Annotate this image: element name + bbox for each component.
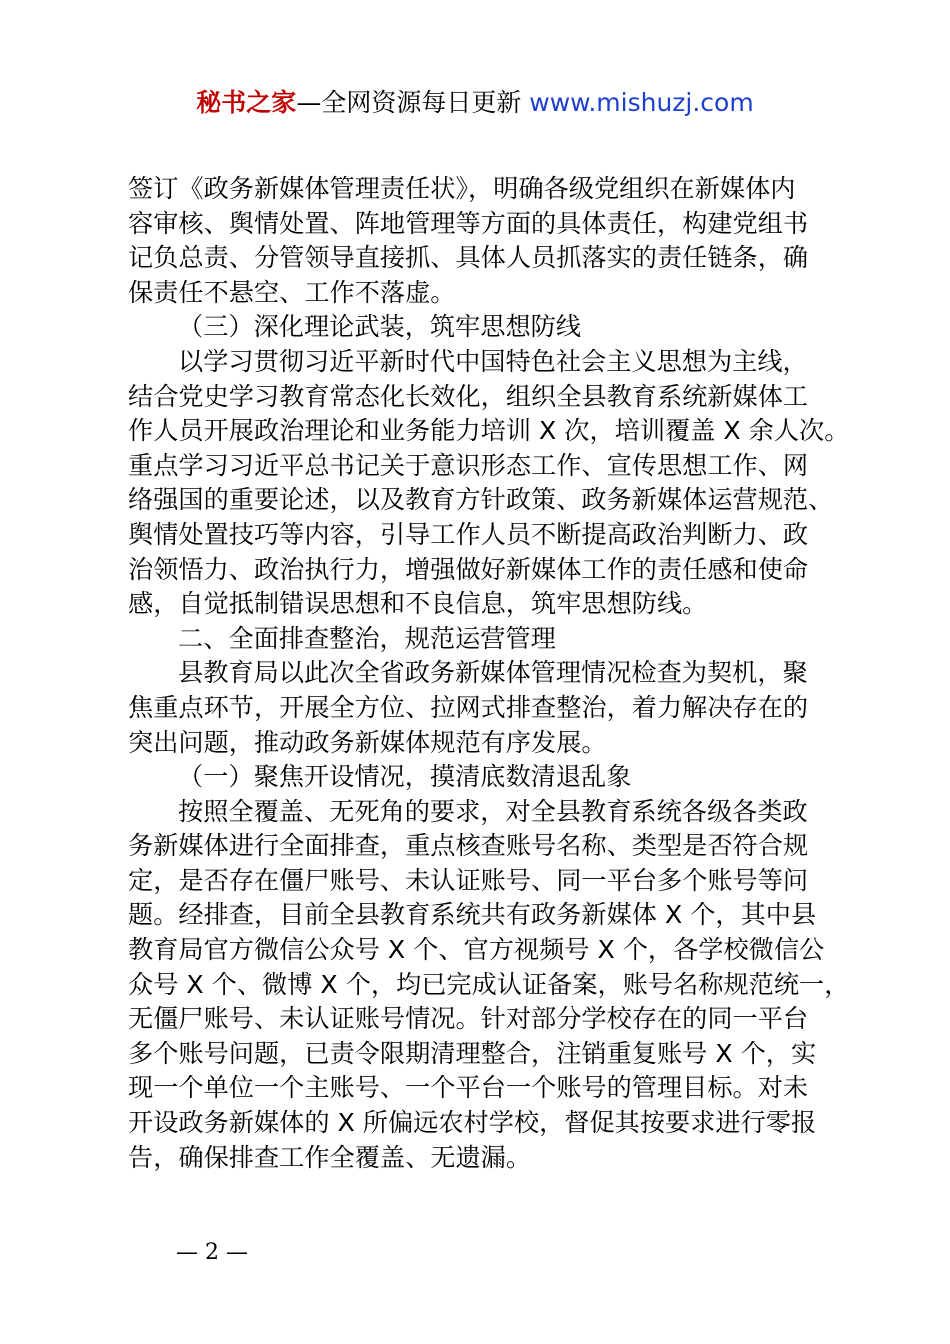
body-line: 务新媒体进行全面排查，重点核查账号名称、类型是否符合规: [128, 831, 809, 861]
body-line: 突出问题，推动政务新媒体规范有序发展。: [128, 727, 607, 757]
body-line: 多个账号问题，已责令限期清理整合，注销重复账号 X 个，实: [128, 1038, 817, 1068]
body-line: 重点学习习近平总书记关于意识形态工作、宣传思想工作、网: [128, 450, 809, 480]
body-line: 记负总责、分管领导直接抓、具体人员抓落实的责任链条，确: [128, 243, 809, 273]
body-line: 众号 X 个、微博 X 个，均已完成认证备案，账号名称规范统一，: [128, 969, 850, 999]
section-heading: 二、全面排查整治，规范运营管理: [178, 623, 556, 653]
body-line: 舆情处置技巧等内容，引导工作人员不断提高政治判断力、政: [128, 519, 809, 549]
paragraph-start: 县教育局以此次全省政务新媒体管理情况检查为契机，聚: [178, 658, 808, 688]
paragraph-start: 按照全覆盖、无死角的要求，对全县教育系统各级各类政: [178, 796, 808, 826]
body-line: 容审核、舆情处置、阵地管理等方面的具体责任，构建党组书: [128, 208, 809, 238]
body-line: 现一个单位一个主账号、一个平台一个账号的管理目标。对未: [128, 1073, 809, 1103]
section-heading: （三）深化理论武装，筑牢思想防线: [178, 312, 581, 342]
body-line: 焦重点环节，开展全方位、拉网式排查整治，着力解决存在的: [128, 692, 809, 722]
body-line: 教育局官方微信公众号 X 个、官方视频号 X 个，各学校微信公: [128, 935, 825, 965]
body-line: 作人员开展政治理论和业务能力培训 X 次，培训覆盖 X 余人次。: [128, 416, 850, 446]
body-line: 治领悟力、政治执行力，增强做好新媒体工作的责任感和使命: [128, 554, 809, 584]
body-line: 告，确保排查工作全覆盖、无遗漏。: [128, 1142, 531, 1172]
body-line: 定，是否存在僵尸账号、未认证账号、同一平台多个账号等问: [128, 865, 809, 895]
document-body: [128, 172, 850, 1175]
site-tagline: —全网资源每日更新: [296, 88, 522, 117]
site-header: [0, 86, 950, 120]
body-line: 络强国的重要论述，以及教育方针政策、政务新媒体运营规范、: [128, 485, 834, 515]
body-line: 感，自觉抵制错误思想和不良信息，筑牢思想防线。: [128, 589, 708, 619]
body-line: 结合党史学习教育常态化长效化，组织全县教育系统新媒体工: [128, 381, 809, 411]
site-brand: 秘书之家: [196, 88, 297, 117]
page-number: — 2 —: [176, 1240, 248, 1265]
body-line: 题。经排查，目前全县教育系统共有政务新媒体 X 个，其中县: [128, 900, 817, 930]
site-url[interactable]: www.mishuzj.com: [529, 88, 754, 117]
paragraph-start: 以学习贯彻习近平新时代中国特色社会主义思想为主线，: [178, 346, 808, 376]
body-line: 开设政务新媒体的 X 所偏远农村学校，督促其按要求进行零报: [128, 1108, 817, 1138]
section-heading: （一）聚焦开设情况，摸清底数清退乱象: [178, 762, 632, 792]
body-line: 签订《政务新媒体管理责任状》，明确各级党组织在新媒体内: [128, 174, 796, 203]
body-line: 无僵尸账号、未认证账号情况。针对部分学校存在的同一平台: [128, 1004, 809, 1034]
body-line: 保责任不悬空、工作不落虚。: [128, 277, 456, 307]
